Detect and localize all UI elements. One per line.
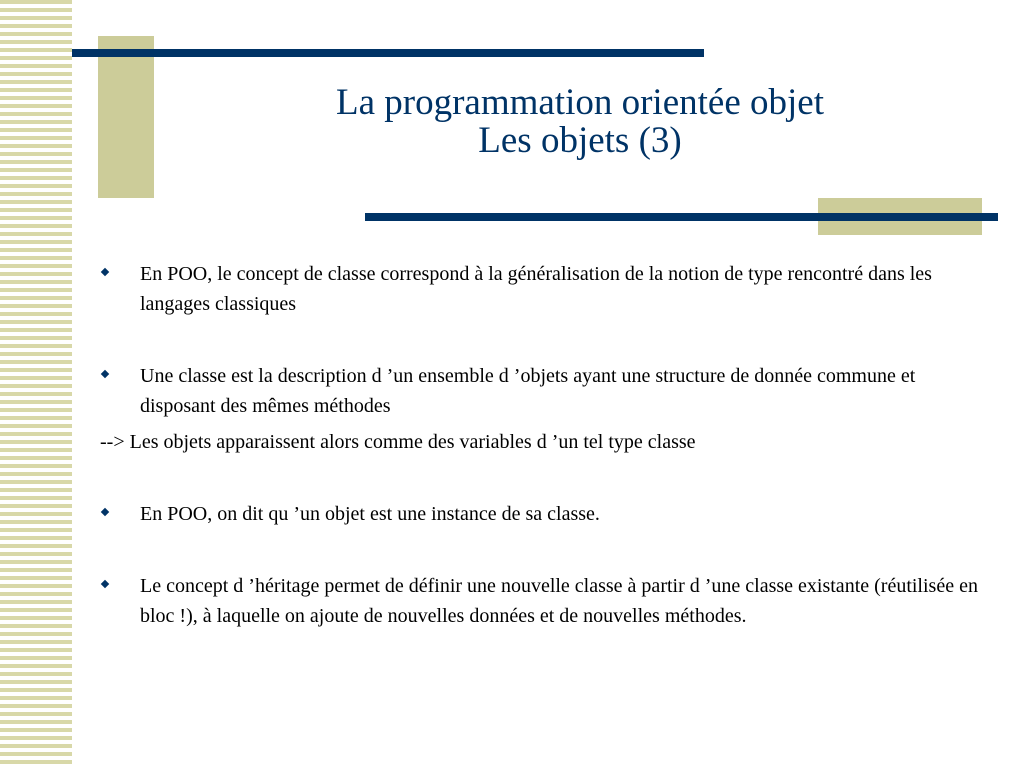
- bullet-text: Le concept d ’héritage permet de définir une nouvelle classe à partir d ’une classe existante (réutilisée en bloc !), à laquelle on ajoute de nouvelles données et de nouvelles méthodes.: [140, 575, 978, 627]
- title-line-1: La programmation orientée objet: [335, 82, 824, 123]
- decorative-stripes: [0, 0, 72, 768]
- decorative-block-left: [98, 36, 154, 198]
- decorative-bar-top: [72, 49, 704, 57]
- bullet-item: [100, 499, 980, 529]
- diamond-bullet-icon: [101, 580, 109, 588]
- bullet-text: En POO, le concept de classe correspond à la généralisation de la notion de type rencontré dans les langages classiques: [140, 263, 932, 315]
- diamond-bullet-icon: [101, 268, 109, 276]
- decorative-bar-bottom: [365, 213, 998, 221]
- diamond-bullet-icon: [101, 370, 109, 378]
- bullet-text: En POO, on dit qu ’un objet est une instance de sa classe.: [140, 503, 600, 525]
- slide-content: [100, 259, 980, 631]
- note-text: --> Les objets apparaissent alors comme des variables d ’un tel type classe: [100, 431, 696, 453]
- diamond-bullet-icon: [101, 508, 109, 516]
- bullet-text: Une classe est la description d ’un ensemble d ’objets ayant une structure de donnée commune et disposant des mêmes méthodes: [140, 365, 916, 417]
- bullet-item: [100, 259, 980, 319]
- bullet-item: [100, 361, 980, 421]
- slide-title: [160, 84, 1000, 160]
- bullet-item: [100, 571, 980, 631]
- title-line-2: Les objets (3): [478, 120, 682, 161]
